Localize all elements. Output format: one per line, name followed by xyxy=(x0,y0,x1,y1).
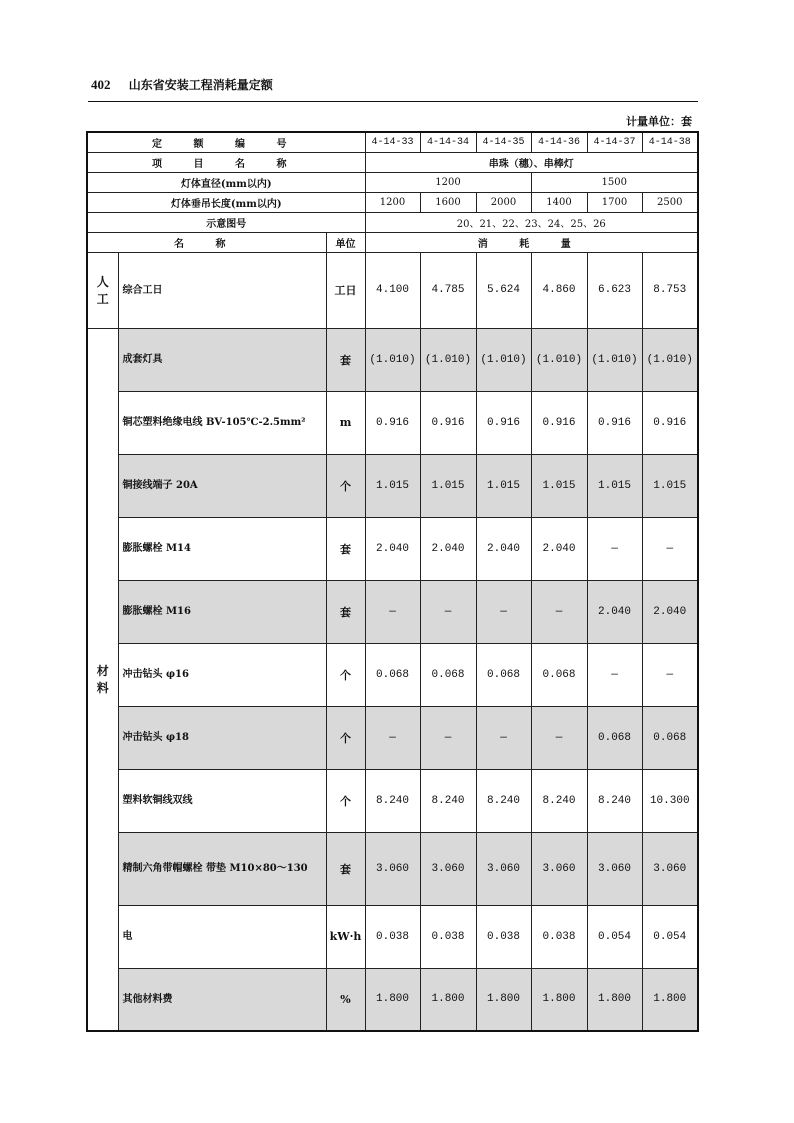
material-value: 0.038 xyxy=(420,905,476,968)
material-value: 3.060 xyxy=(587,832,642,905)
material-value: — xyxy=(587,517,642,580)
code-cell: 4-14-38 xyxy=(642,132,698,152)
material-value: 0.054 xyxy=(587,905,642,968)
material-value: 0.038 xyxy=(365,905,420,968)
material-name: 膨胀螺栓 M14 xyxy=(118,517,326,580)
material-value: 1.015 xyxy=(365,454,420,517)
row-col-headers xyxy=(87,232,698,252)
material-value: 3.060 xyxy=(531,832,587,905)
material-value: 3.060 xyxy=(476,832,531,905)
code-cell: 4-14-36 xyxy=(531,132,587,152)
material-row xyxy=(87,517,698,580)
col-header-unit: 单位 xyxy=(326,232,365,252)
diagram-label: 示意图号 xyxy=(87,212,365,232)
material-value: 8.240 xyxy=(587,769,642,832)
material-value: — xyxy=(531,580,587,643)
material-name: 膨胀螺栓 M16 xyxy=(118,580,326,643)
labor-value: 4.860 xyxy=(531,252,587,328)
material-value: 0.068 xyxy=(365,643,420,706)
length-value: 1400 xyxy=(531,192,587,212)
material-name: 冲击钻头 φ16 xyxy=(118,643,326,706)
labor-unit: 工日 xyxy=(326,252,365,328)
material-value: 2.040 xyxy=(587,580,642,643)
material-value: — xyxy=(642,517,698,580)
material-value: — xyxy=(420,580,476,643)
material-row xyxy=(87,328,698,391)
material-value: (1.010) xyxy=(365,328,420,391)
material-value: — xyxy=(420,706,476,769)
diameter-label: 灯体直径(mm以内) xyxy=(87,172,365,192)
material-value: 0.054 xyxy=(642,905,698,968)
material-value: (1.010) xyxy=(531,328,587,391)
labor-category-char: 人 xyxy=(96,275,109,289)
material-name: 铜芯塑料绝缘电线 BV-105℃-2.5mm² xyxy=(118,391,326,454)
material-value: 0.068 xyxy=(420,643,476,706)
labor-name: 综合工日 xyxy=(118,252,326,328)
material-unit: 套 xyxy=(326,832,365,905)
labor-category xyxy=(87,252,118,328)
material-row xyxy=(87,580,698,643)
material-value: 2.040 xyxy=(420,517,476,580)
material-value: (1.010) xyxy=(587,328,642,391)
length-value: 2000 xyxy=(476,192,531,212)
labor-row xyxy=(87,252,698,328)
material-value: 3.060 xyxy=(642,832,698,905)
material-unit: 个 xyxy=(326,706,365,769)
page-header xyxy=(91,76,273,93)
material-value: 2.040 xyxy=(531,517,587,580)
page-number: 402 xyxy=(91,77,111,92)
materials-category-char: 材 xyxy=(96,664,109,679)
measure-unit: 计量单位：套 xyxy=(626,115,692,128)
material-value: 0.916 xyxy=(587,391,642,454)
material-name: 电 xyxy=(118,905,326,968)
length-value: 1600 xyxy=(420,192,476,212)
length-value: 2500 xyxy=(642,192,698,212)
material-value: 8.240 xyxy=(420,769,476,832)
material-row xyxy=(87,905,698,968)
row-diagram xyxy=(87,212,698,232)
material-value: 1.800 xyxy=(531,968,587,1031)
material-value: 0.038 xyxy=(476,905,531,968)
material-value: 0.068 xyxy=(476,643,531,706)
material-value: 0.068 xyxy=(531,643,587,706)
material-value: (1.010) xyxy=(420,328,476,391)
labor-value: 6.623 xyxy=(587,252,642,328)
material-value: — xyxy=(587,643,642,706)
material-value: 2.040 xyxy=(476,517,531,580)
header-rule xyxy=(88,101,698,102)
diagram-value: 20、21、22、23、24、25、26 xyxy=(365,212,698,232)
labor-value: 4.100 xyxy=(365,252,420,328)
material-value: — xyxy=(531,706,587,769)
code-cell: 4-14-34 xyxy=(420,132,476,152)
material-value: 0.038 xyxy=(531,905,587,968)
row-diameter xyxy=(87,172,698,192)
material-value: 1.015 xyxy=(642,454,698,517)
material-unit: 个 xyxy=(326,643,365,706)
item-name-label: 项 目 名 称 xyxy=(87,152,365,172)
row-quota-no xyxy=(87,132,698,152)
material-row xyxy=(87,769,698,832)
material-name: 精制六角带帽螺栓 带垫 M10×80～130 xyxy=(118,832,326,905)
diameter-value: 1200 xyxy=(365,172,531,192)
material-row xyxy=(87,706,698,769)
length-value: 1200 xyxy=(365,192,420,212)
material-value: 10.300 xyxy=(642,769,698,832)
material-value: 3.060 xyxy=(365,832,420,905)
material-value: 3.060 xyxy=(420,832,476,905)
material-value: 0.068 xyxy=(642,706,698,769)
code-cell: 4-14-33 xyxy=(365,132,420,152)
material-value: 8.240 xyxy=(365,769,420,832)
length-value: 1700 xyxy=(587,192,642,212)
material-row xyxy=(87,968,698,1031)
material-value: 2.040 xyxy=(642,580,698,643)
code-cell: 4-14-37 xyxy=(587,132,642,152)
material-value: — xyxy=(642,643,698,706)
material-value: 0.916 xyxy=(365,391,420,454)
material-value: 1.015 xyxy=(476,454,531,517)
material-value: 0.916 xyxy=(420,391,476,454)
material-unit: 套 xyxy=(326,517,365,580)
material-value: 8.240 xyxy=(531,769,587,832)
col-header-name: 名 称 xyxy=(87,232,326,252)
material-value: (1.010) xyxy=(642,328,698,391)
material-value: 1.800 xyxy=(476,968,531,1031)
material-name: 其他材料费 xyxy=(118,968,326,1031)
material-unit: m xyxy=(326,391,365,454)
material-value: 0.916 xyxy=(531,391,587,454)
labor-value: 4.785 xyxy=(420,252,476,328)
item-name-value: 串珠（穗）、串棒灯 xyxy=(365,152,698,172)
row-item-name xyxy=(87,152,698,172)
material-value: 1.015 xyxy=(531,454,587,517)
book-title: 山东省安装工程消耗量定额 xyxy=(128,78,273,92)
material-value: — xyxy=(365,706,420,769)
material-value: 1.800 xyxy=(642,968,698,1031)
material-value: — xyxy=(476,706,531,769)
material-name: 塑料软铜线双线 xyxy=(118,769,326,832)
material-value: 1.800 xyxy=(365,968,420,1031)
material-name: 成套灯具 xyxy=(118,328,326,391)
material-unit: 套 xyxy=(326,580,365,643)
labor-value: 8.753 xyxy=(642,252,698,328)
material-unit: % xyxy=(326,968,365,1031)
material-value: 1.015 xyxy=(587,454,642,517)
quota-table xyxy=(86,131,699,1032)
material-value: 0.916 xyxy=(476,391,531,454)
material-row xyxy=(87,643,698,706)
col-header-consumption: 消 耗 量 xyxy=(365,232,698,252)
diameter-value: 1500 xyxy=(531,172,698,192)
labor-value: 5.624 xyxy=(476,252,531,328)
material-value: — xyxy=(365,580,420,643)
labor-category-char: 工 xyxy=(96,292,109,306)
material-unit: 个 xyxy=(326,454,365,517)
material-name: 铜接线端子 20A xyxy=(118,454,326,517)
material-name: 冲击钻头 φ18 xyxy=(118,706,326,769)
material-row xyxy=(87,454,698,517)
material-value: 1.015 xyxy=(420,454,476,517)
materials-category xyxy=(87,328,118,1031)
quota-no-label: 定 额 编 号 xyxy=(87,132,365,152)
material-value: 1.800 xyxy=(587,968,642,1031)
material-value: 0.068 xyxy=(587,706,642,769)
material-unit: 套 xyxy=(326,328,365,391)
row-length xyxy=(87,192,698,212)
code-cell: 4-14-35 xyxy=(476,132,531,152)
material-value: — xyxy=(476,580,531,643)
material-value: 1.800 xyxy=(420,968,476,1031)
material-value: 8.240 xyxy=(476,769,531,832)
material-value: 0.916 xyxy=(642,391,698,454)
materials-category-char: 料 xyxy=(96,681,109,696)
material-unit: 个 xyxy=(326,769,365,832)
material-value: (1.010) xyxy=(476,328,531,391)
material-row xyxy=(87,832,698,905)
material-value: 2.040 xyxy=(365,517,420,580)
material-unit: kW·h xyxy=(326,905,365,968)
length-label: 灯体垂吊长度(mm以内) xyxy=(87,192,365,212)
material-row xyxy=(87,391,698,454)
